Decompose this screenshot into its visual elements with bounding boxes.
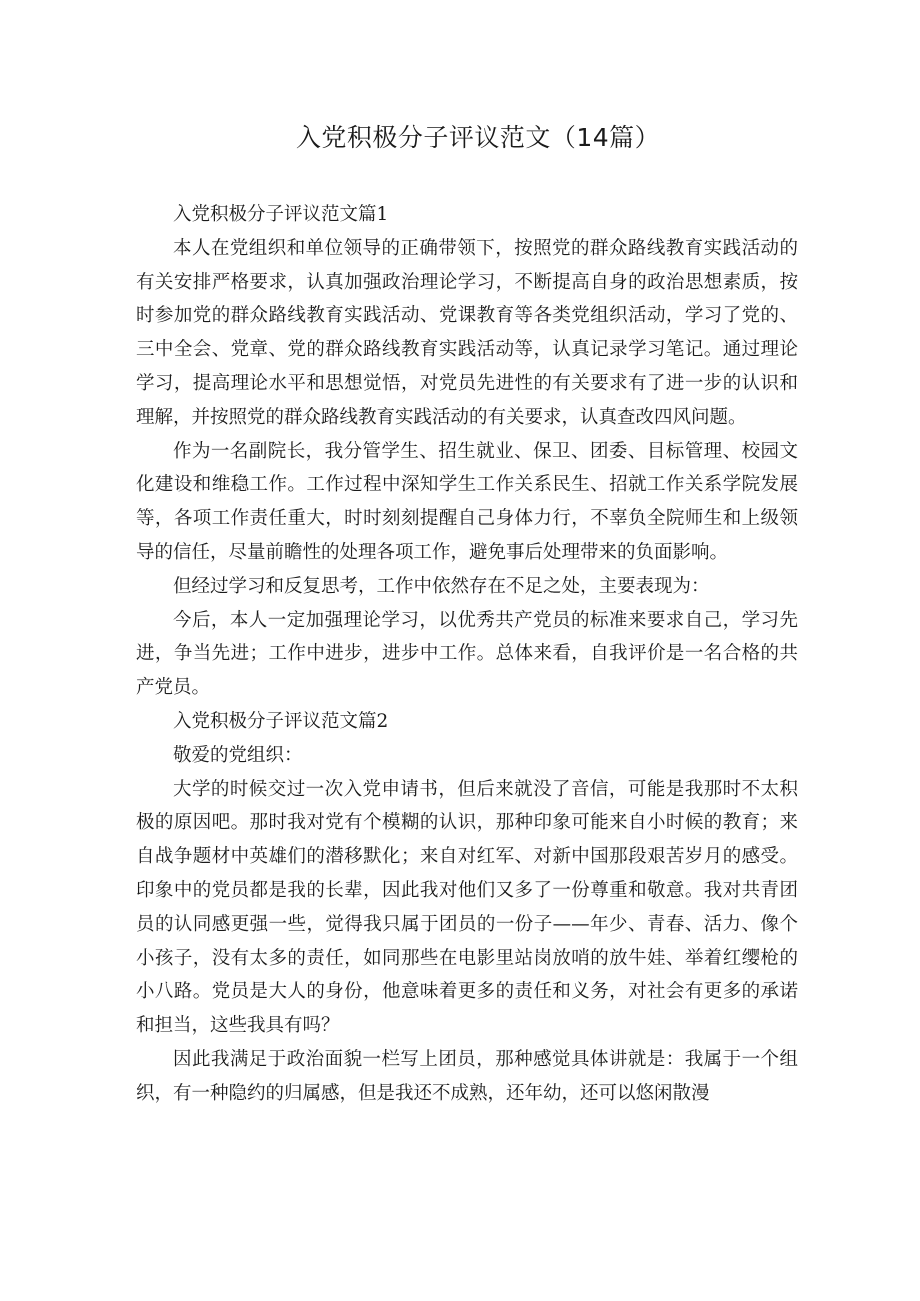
paragraph: 今后，本人一定加强理论学习，以优秀共产党员的标准来要求自己，学习先进，争当先进；工作中进步，进步中工作。总体来看，自我评价是一名合格的共产党员。: [136, 609, 798, 699]
salutation: 敬爱的党组织：: [173, 744, 303, 766]
section-heading-2: 入党积极分子评议范文篇2: [173, 710, 389, 732]
paragraph: 本人在党组织和单位领导的正确带领下，按照党的群众路线教育实践活动的有关安排严格要求，认真加强政治理论学习，不断提高自身的政治思想素质，按时参加党的群众路线教育实践活动、党课教育等各类党组织活动，学习了党的、三中全会、党章、党的群众路线教育实践活动等，认真记录学习笔记。通过理论学习，提高理论水平和思想觉悟，对党员先进性的有关要求有了进一步的认识和理解，并按照党的群众路线教育实践活动的有关要求，认真查改四风问题。: [136, 237, 798, 428]
document-body: [136, 198, 798, 1111]
document-title: 入党积极分子评议范文（14篇）: [295, 123, 661, 152]
paragraph: 但经过学习和反复思考，工作中依然存在不足之处，主要表现为：: [173, 575, 710, 597]
paragraph: 大学的时候交过一次入党申请书，但后来就没了音信，可能是我那时不太积极的原因吧。那时我对党有个模糊的认识，那种印象可能来自小时候的教育；来自战争题材中英雄们的潜移默化；来自对红军、对新中国那段艰苦岁月的感受。印象中的党员都是我的长辈，因此我对他们又多了一份尊重和敬意。我对共青团员的认同感更强一些，觉得我只属于团员的一份子——年少、青春、活力、像个小孩子，没有太多的责任，如同那些在电影里站岗放哨的放牛娃、举着红缨枪的小八路。党员是大人的身份，他意味着更多的责任和义务，对社会有更多的承诺和担当，这些我具有吗？: [136, 778, 798, 1037]
paragraph: 因此我满足于政治面貌一栏写上团员，那种感觉具体讲就是：我属于一个组织，有一种隐约的归属感，但是我还不成熟，还年幼，还可以悠闲散漫: [136, 1048, 798, 1104]
paragraph: 作为一名副院长，我分管学生、招生就业、保卫、团委、目标管理、校园文化建设和维稳工作。工作过程中深知学生工作关系民生、招就工作关系学院发展等，各项工作责任重大，时时刻刻提醒自己身体力行，不辜负全院师生和上级领导的信任，尽量前瞻性的处理各项工作，避免事后处理带来的负面影响。: [136, 440, 798, 563]
section-heading-1: 入党积极分子评议范文篇1: [173, 204, 389, 225]
